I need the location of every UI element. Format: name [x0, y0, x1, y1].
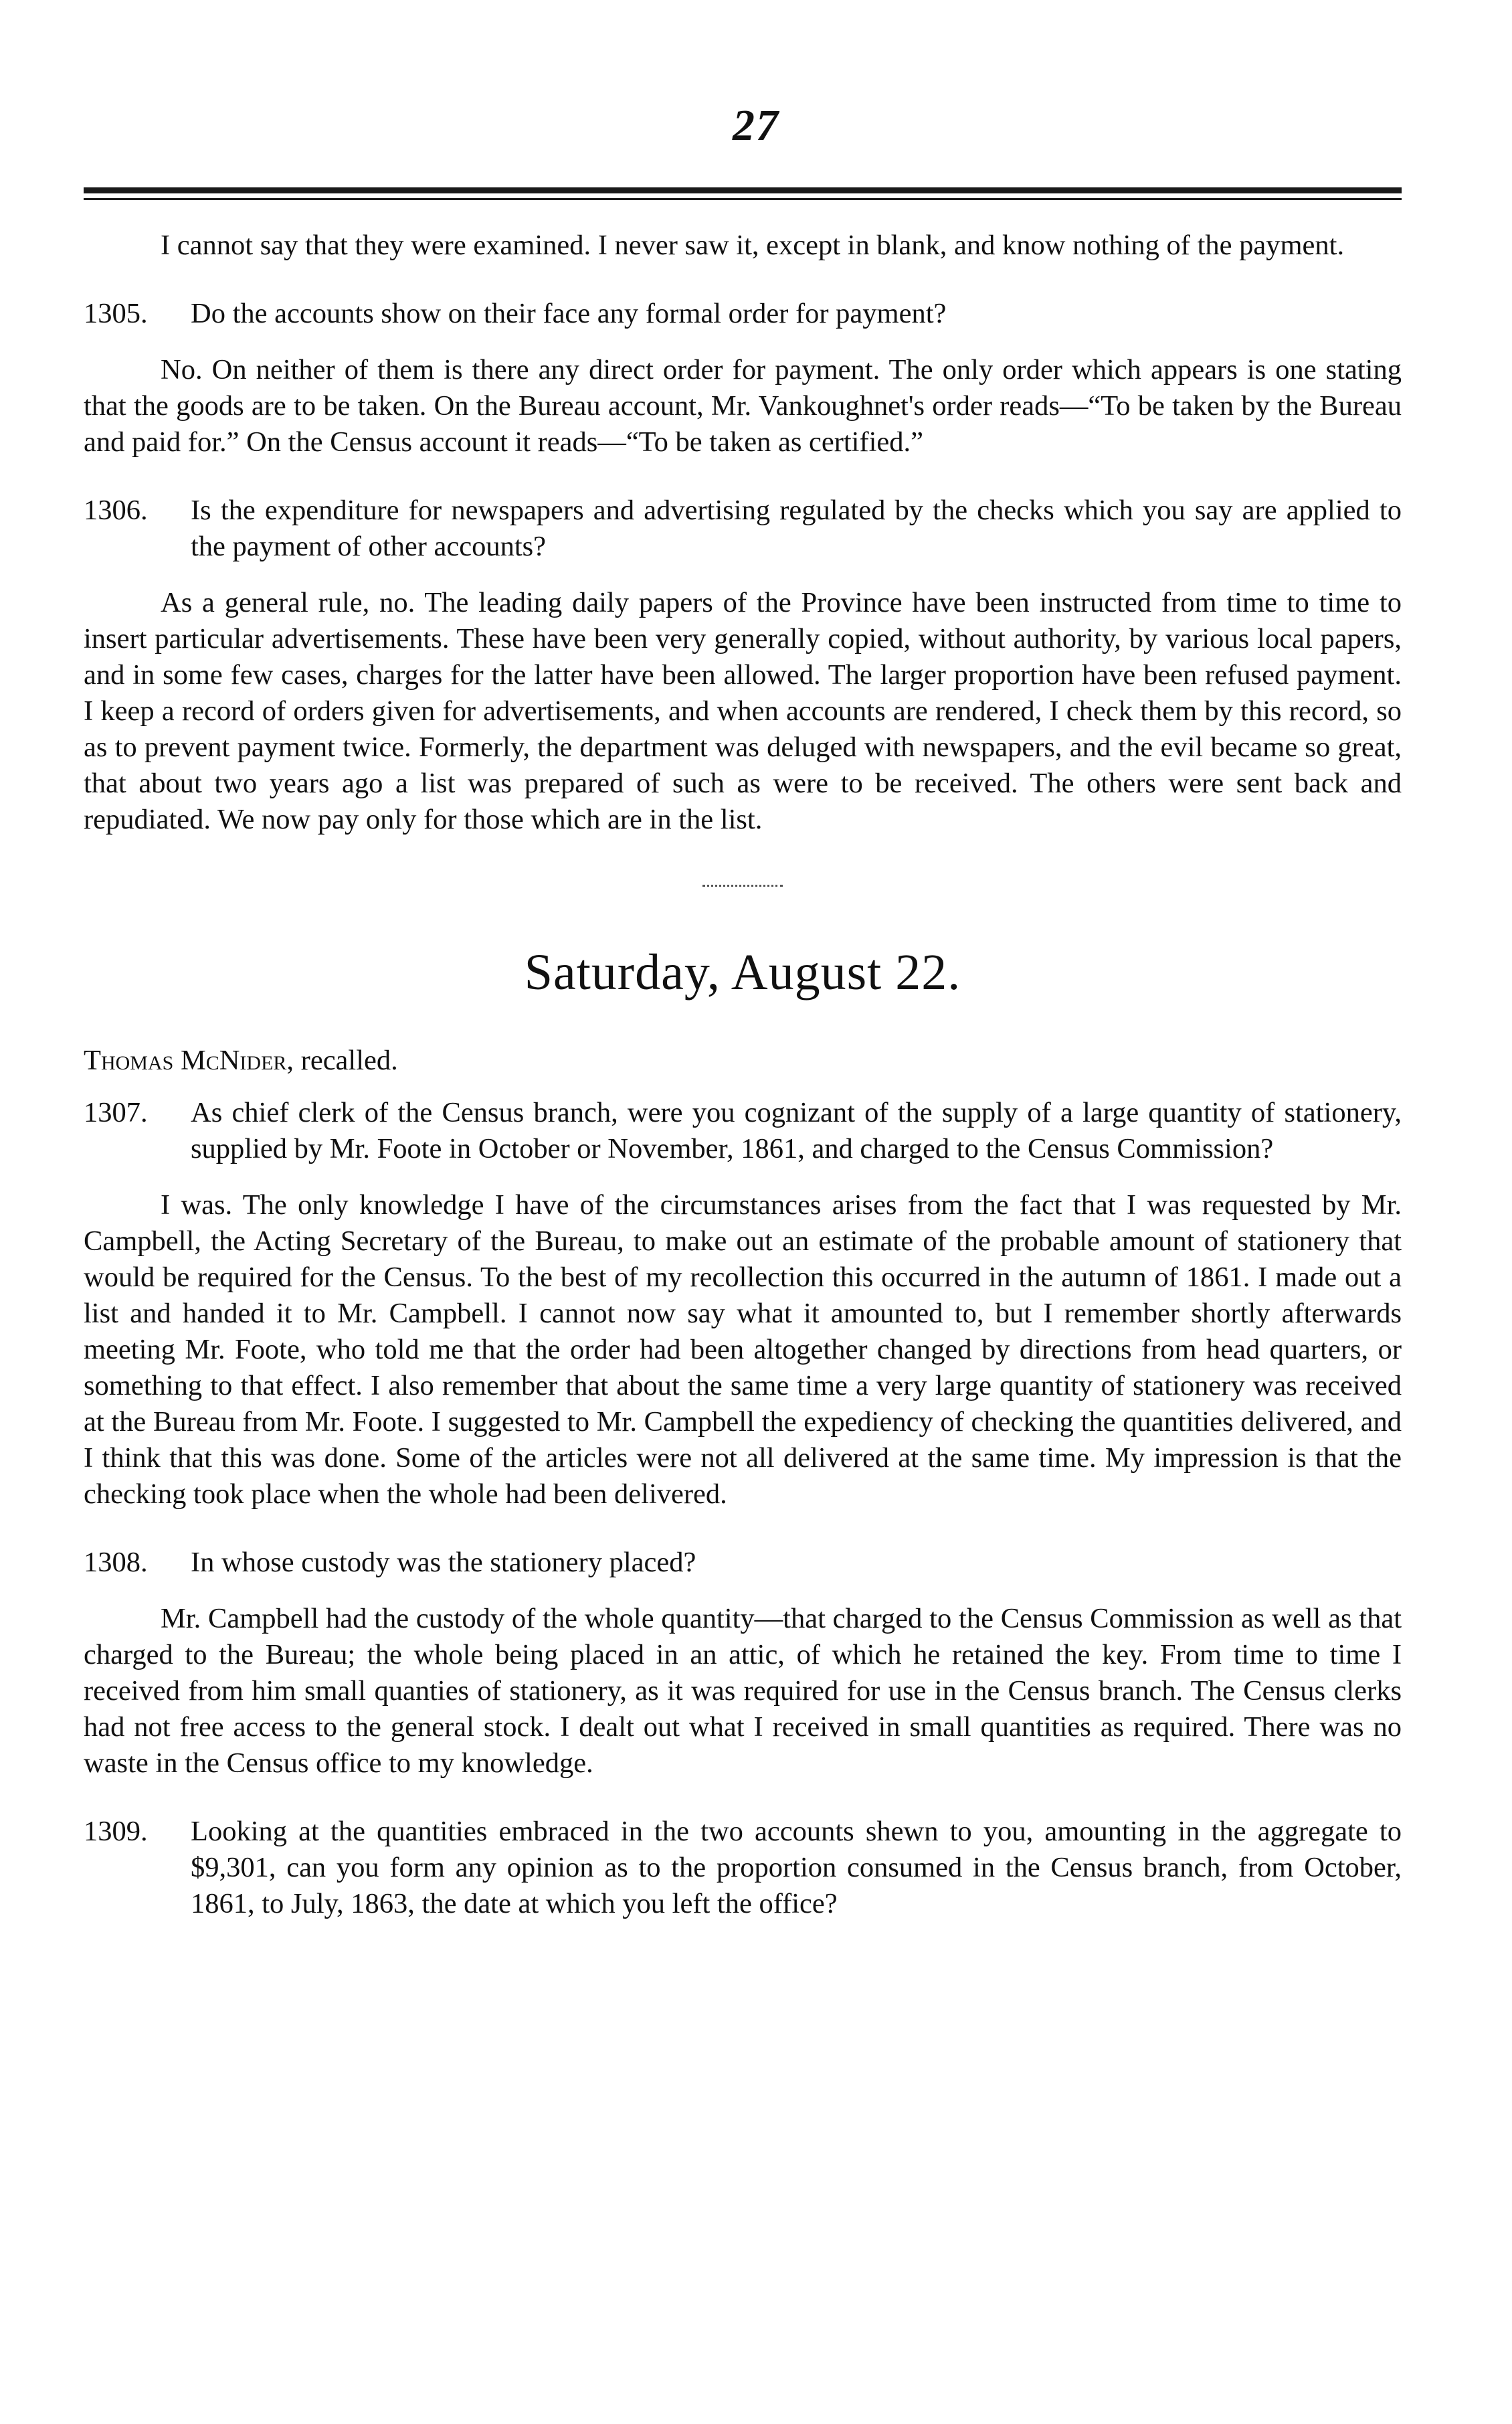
- answer-paragraph: Mr. Campbell had the custody of the whole quantity—that charged to the Census Commission as well as that charged to the Bureau; the whole being placed in an attic, of which he retained the key. From time to time I received from him small quanties of stationery, as it was required for use in the Census branch. The Census clerks had not free access to the general stock. I dealt out what I received in small quantities as required. There was no waste in the Census office to my knowledge.: [84, 1603, 1402, 1779]
- question-text: Do the accounts show on their face any formal order for payment?: [191, 298, 947, 329]
- question-number: 1308.: [84, 1547, 148, 1578]
- question-1307: [84, 1095, 1402, 1167]
- header-rule-thin: [84, 198, 1402, 200]
- question-number: 1305.: [84, 298, 148, 329]
- question-number: 1306.: [84, 495, 148, 526]
- question-1308: [84, 1545, 1402, 1581]
- question-text: As chief clerk of the Census branch, were you cognizant of the supply of a large quantity of stationery, supplied by Mr. Foote in October or November, 1861, and charged to the Census Commission?: [191, 1097, 1402, 1164]
- day-heading: Saturday, August 22.: [524, 944, 961, 1001]
- question-text: Is the expenditure for newspapers and advertising regulated by the checks which you say are applied to the payment of other accounts?: [191, 495, 1402, 562]
- question-text: In whose custody was the stationery placed?: [191, 1547, 696, 1578]
- answer-paragraph: No. On neither of them is there any direct order for payment. The only order which appears is one stating that the goods are to be taken. On the Bureau account, Mr. Vankoughnet's order reads—“To be taken by the Bureau and paid for.” On the Census account it reads—“To be taken as certified.”: [84, 354, 1402, 458]
- witness-name: Thomas McNider: [84, 1045, 287, 1076]
- witness-line: [84, 1043, 1402, 1079]
- question-1309: [84, 1814, 1402, 1922]
- witness-status: , recalled.: [286, 1045, 398, 1076]
- question-1306: [84, 493, 1402, 565]
- answer-paragraph: I cannot say that they were examined. I never saw it, except in blank, and know nothing of the payment.: [161, 230, 1345, 261]
- question-number: 1309.: [84, 1816, 148, 1847]
- question-number: 1307.: [84, 1097, 148, 1128]
- page-number: 27: [733, 101, 779, 150]
- header-rule-thick: [84, 187, 1402, 193]
- answer-paragraph: As a general rule, no. The leading daily papers of the Province have been instructed from time to time to insert particular advertisements. These have been very generally copied, without authority, by various local papers, and in some few cases, charges for the latter have been allowed. The larger proportion have been refused payment. I keep a record of orders given for advertisements, and when accounts are rendered, I check them by this record, so as to prevent payment twice. Formerly, the department was deluged with newspapers, and the evil became so great, that about two years ago a list was prepared of such as were to be received. The others were sent back and repudiated. We now pay only for those which are in the list.: [84, 587, 1402, 835]
- page-body: [84, 228, 1402, 1922]
- question-1305: [84, 296, 1402, 332]
- answer-paragraph: I was. The only knowledge I have of the circumstances arises from the fact that I was requested by Mr. Campbell, the Acting Secretary of the Bureau, to make out an estimate of the probable amount of stationery that would be required for the Census. To the best of my recollection this occurred in the autumn of 1861. I made out a list and handed it to Mr. Campbell. I cannot now say what it amounted to, but I remember shortly afterwards meeting Mr. Foote, who told me that the order had been altogether changed by directions from head quarters, or something to that effect. I also remember that about the same time a very large quantity of stationery was received at the Bureau from Mr. Foote. I suggested to Mr. Campbell the expediency of checking the quantities delivered, and I think that this was done. Some of the articles were not all delivered at the same time. My impression is that the checking took place when the whole had been delivered.: [84, 1189, 1402, 1510]
- question-text: Looking at the quantities embraced in the two accounts shewn to you, amounting in the aggregate to $9,301, can you form any opinion as to the proportion consumed in the Census branch, from October, 1861, to July, 1863, the date at which you left the office?: [191, 1816, 1402, 1919]
- section-divider: [702, 885, 783, 889]
